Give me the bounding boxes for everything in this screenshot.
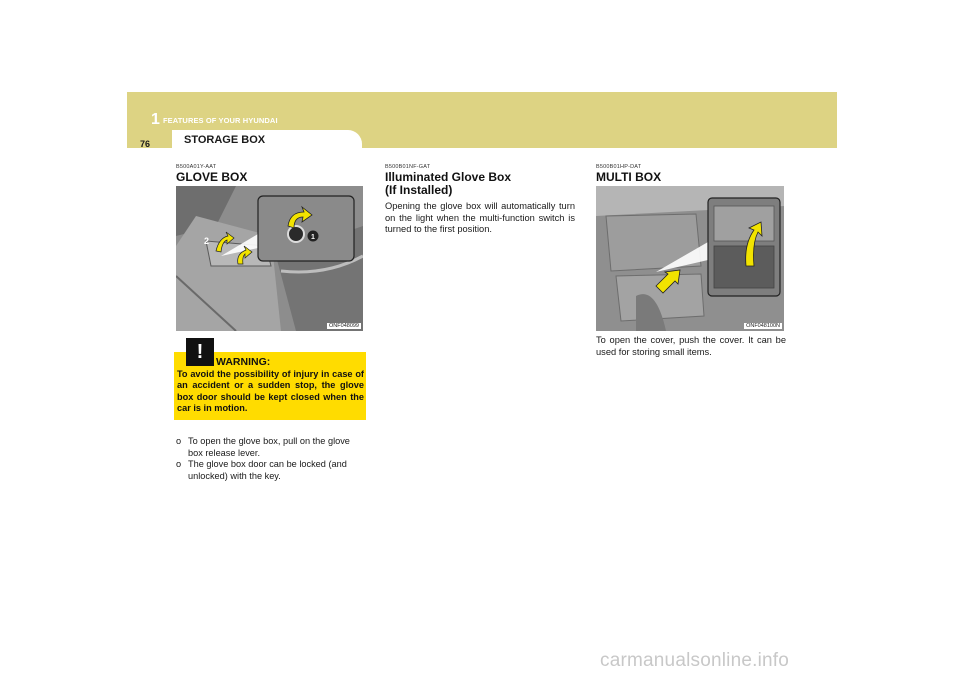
glove-box-instructions bbox=[176, 436, 364, 482]
bullet-text: The glove box door can be locked (and unlocked) with the key. bbox=[188, 459, 347, 481]
bullet-text: To open the glove box, pull on the glove box release lever. bbox=[188, 436, 350, 458]
glove-box-title: GLOVE BOX bbox=[176, 170, 248, 184]
glove-box-illustration bbox=[176, 186, 363, 331]
warning-icon: ! bbox=[186, 338, 214, 366]
chapter-number: 1 bbox=[151, 111, 160, 128]
watermark: carmanualsonline.info bbox=[600, 650, 790, 671]
illuminated-title bbox=[385, 171, 575, 197]
illuminated-body: Opening the glove box will automatically turn on the light when the multi-function switch is turned to the first position. bbox=[385, 201, 575, 234]
warning-title: WARNING: bbox=[216, 356, 271, 368]
glove-box-image-label: ONF048099 bbox=[329, 323, 359, 329]
glove-box-code: B500A01Y-AAT bbox=[176, 164, 217, 170]
warning-text: To avoid the possibility of injury in case of an accident or a sudden stop, the glove box door should be kept closed when the car is in motion. bbox=[177, 369, 364, 413]
multi-box-body: To open the cover, push the cover. It can be used for storing small items. bbox=[596, 335, 786, 357]
glove-box-drawing bbox=[176, 186, 363, 331]
list-item bbox=[176, 436, 364, 459]
illuminated-title-line1: Illuminated Glove Box bbox=[385, 170, 512, 184]
callout-2: 2 bbox=[204, 236, 210, 246]
multi-box-title: MULTI BOX bbox=[596, 170, 662, 184]
multi-box-drawing bbox=[596, 186, 784, 331]
bullet-mark: o bbox=[176, 436, 182, 446]
list-item bbox=[176, 459, 364, 482]
multi-box-image-label: ONF048100N bbox=[746, 323, 780, 329]
multi-box-code: B500B01HP-DAT bbox=[596, 164, 642, 170]
multi-box-illustration bbox=[596, 186, 784, 331]
illuminated-title-line2: (If Installed) bbox=[385, 183, 453, 197]
callout-1: 1 bbox=[311, 234, 315, 241]
bullet-mark: o bbox=[176, 459, 182, 469]
page-number: 76 bbox=[140, 139, 151, 149]
section-title: STORAGE BOX bbox=[184, 134, 266, 146]
illuminated-code: B500B01NF-GAT bbox=[385, 164, 431, 170]
chapter-title: FEATURES OF YOUR HYUNDAI bbox=[163, 116, 278, 125]
